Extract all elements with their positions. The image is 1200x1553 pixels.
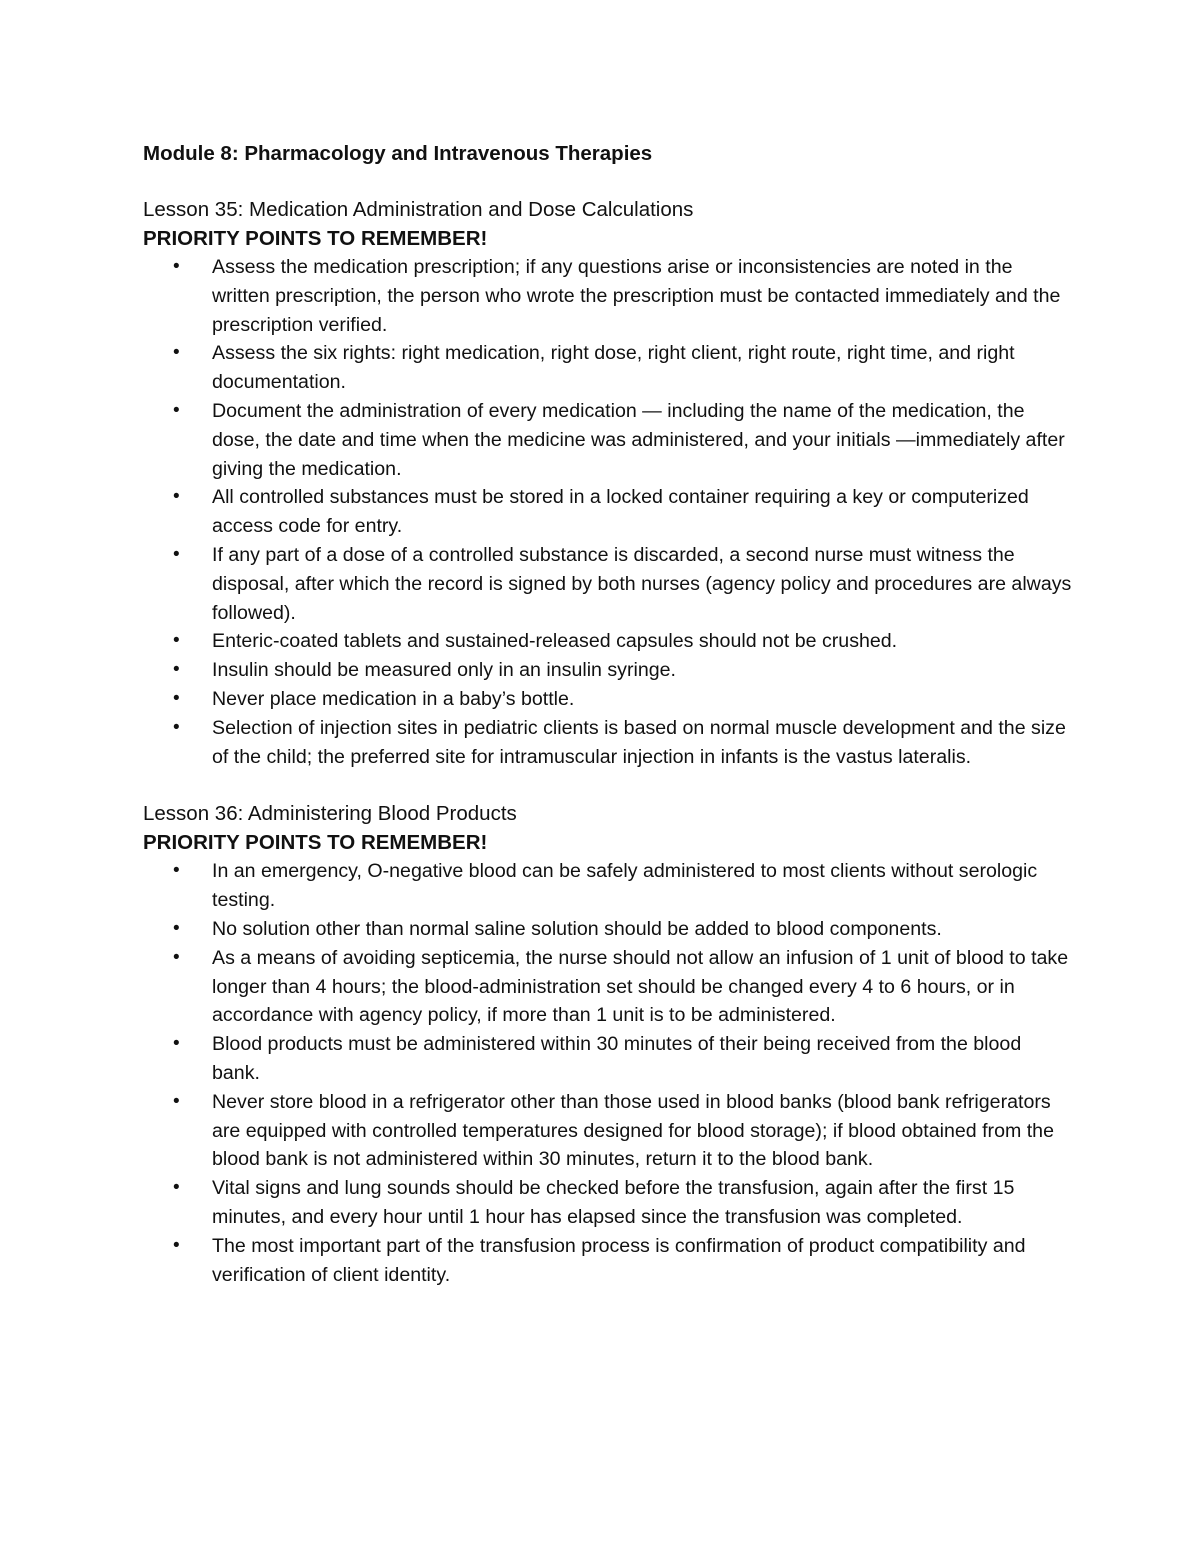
lesson-35-section xyxy=(143,195,1073,771)
bullet-icon: • xyxy=(173,256,180,277)
module-title: Module 8: Pharmacology and Intravenous Therapies xyxy=(143,142,653,165)
bullet-icon: • xyxy=(173,687,180,709)
list-item-text: Assess the medication prescription; if any questions arise or inconsistencies are noted in the written prescription, the person who wrote the prescription must be contacted immediately and the prescription verified. xyxy=(212,256,1061,336)
bullet-icon: • xyxy=(173,543,180,565)
bullet-icon: • xyxy=(173,1033,180,1055)
bullet-icon: • xyxy=(173,917,180,939)
list-item xyxy=(143,1174,1073,1232)
bullet-icon: • xyxy=(173,716,180,738)
priority-heading: PRIORITY POINTS TO REMEMBER! xyxy=(143,227,488,250)
list-item-text: No solution other than normal saline solution should be added to blood components. xyxy=(212,917,942,940)
lesson-title: Lesson 35: Medication Administration and Dose Calculations xyxy=(143,198,694,221)
list-item-text: Blood products must be administered within 30 minutes of their being received from the blood bank. xyxy=(212,1033,1022,1084)
list-item-text: Selection of injection sites in pediatric clients is based on normal muscle development and the size of the child; the preferred site for intramuscular injection in infants is the vastus lateralis. xyxy=(212,716,1066,768)
list-item xyxy=(143,915,1073,944)
list-item-text: The most important part of the transfusion process is confirmation of product compatibility and verification of client identity. xyxy=(212,1234,1026,1286)
document-page xyxy=(143,140,1073,1289)
list-item xyxy=(143,627,1073,656)
priority-heading: PRIORITY POINTS TO REMEMBER! xyxy=(143,831,488,855)
list-item xyxy=(143,397,1073,483)
bullet-icon: • xyxy=(173,342,180,364)
bullet-icon: • xyxy=(173,399,180,421)
list-item-text: Never place medication in a baby’s bottle. xyxy=(212,687,575,710)
list-item xyxy=(143,339,1073,397)
list-item xyxy=(143,541,1073,627)
bullet-icon: • xyxy=(173,860,180,882)
bullet-icon: • xyxy=(173,946,180,968)
bullet-icon: • xyxy=(173,1234,180,1256)
priority-points-list xyxy=(143,253,1073,771)
bullet-icon: • xyxy=(173,1090,180,1112)
bullet-icon: • xyxy=(173,486,180,508)
list-item-text: Assess the six rights: right medication, right dose, right client, right route, right time, and right documentation. xyxy=(212,342,1015,394)
list-item xyxy=(143,714,1073,772)
list-item-text: Insulin should be measured only in an insulin syringe. xyxy=(212,659,676,682)
lesson-title: Lesson 36: Administering Blood Products xyxy=(143,802,517,826)
bullet-icon: • xyxy=(173,1177,180,1199)
list-item-text: Document the administration of every medication — including the name of the medication, the dose, the date and time when the medicine was administered, and your initials —immediately after giving the medication. xyxy=(212,399,1065,480)
list-item xyxy=(143,857,1073,915)
list-item xyxy=(143,253,1073,339)
list-item xyxy=(143,483,1073,541)
list-item-text: Vital signs and lung sounds should be checked before the transfusion, again after the first 15 minutes, and every hour until 1 hour has elapsed since the transfusion was completed. xyxy=(212,1177,1015,1228)
bullet-icon: • xyxy=(173,659,180,681)
list-item-text: Never store blood in a refrigerator other than those used in blood banks (blood bank refrigerators are equipped with controlled temperatures designed for blood storage); if blood obtained from the blood bank is not administered within 30 minutes, return it to the blood bank. xyxy=(212,1090,1054,1171)
list-item-text: Enteric-coated tablets and sustained-released capsules should not be crushed. xyxy=(212,630,898,653)
list-item-text: In an emergency, O-negative blood can be safely administered to most clients without serologic testing. xyxy=(212,860,1038,912)
list-item xyxy=(143,1088,1073,1174)
list-item xyxy=(143,944,1073,1030)
list-item xyxy=(143,1030,1073,1088)
bullet-icon: • xyxy=(173,630,180,652)
list-item xyxy=(143,685,1073,714)
list-item-text: As a means of avoiding septicemia, the nurse should not allow an infusion of 1 unit of blood to take longer than 4 hours; the blood-administration set should be changed every 4 to 6 hours, or in accordance with agency policy, if more than 1 unit is to be administered. xyxy=(212,946,1069,1027)
priority-points-list xyxy=(143,857,1073,1289)
list-item xyxy=(143,1232,1073,1290)
lesson-36-section xyxy=(143,799,1073,1289)
list-item-text: All controlled substances must be stored in a locked container requiring a key or computerized access code for entry. xyxy=(212,486,1029,538)
list-item-text: If any part of a dose of a controlled substance is discarded, a second nurse must witness the disposal, after which the record is signed by both nurses (agency policy and procedures are always followed). xyxy=(212,543,1072,624)
list-item xyxy=(143,656,1073,685)
